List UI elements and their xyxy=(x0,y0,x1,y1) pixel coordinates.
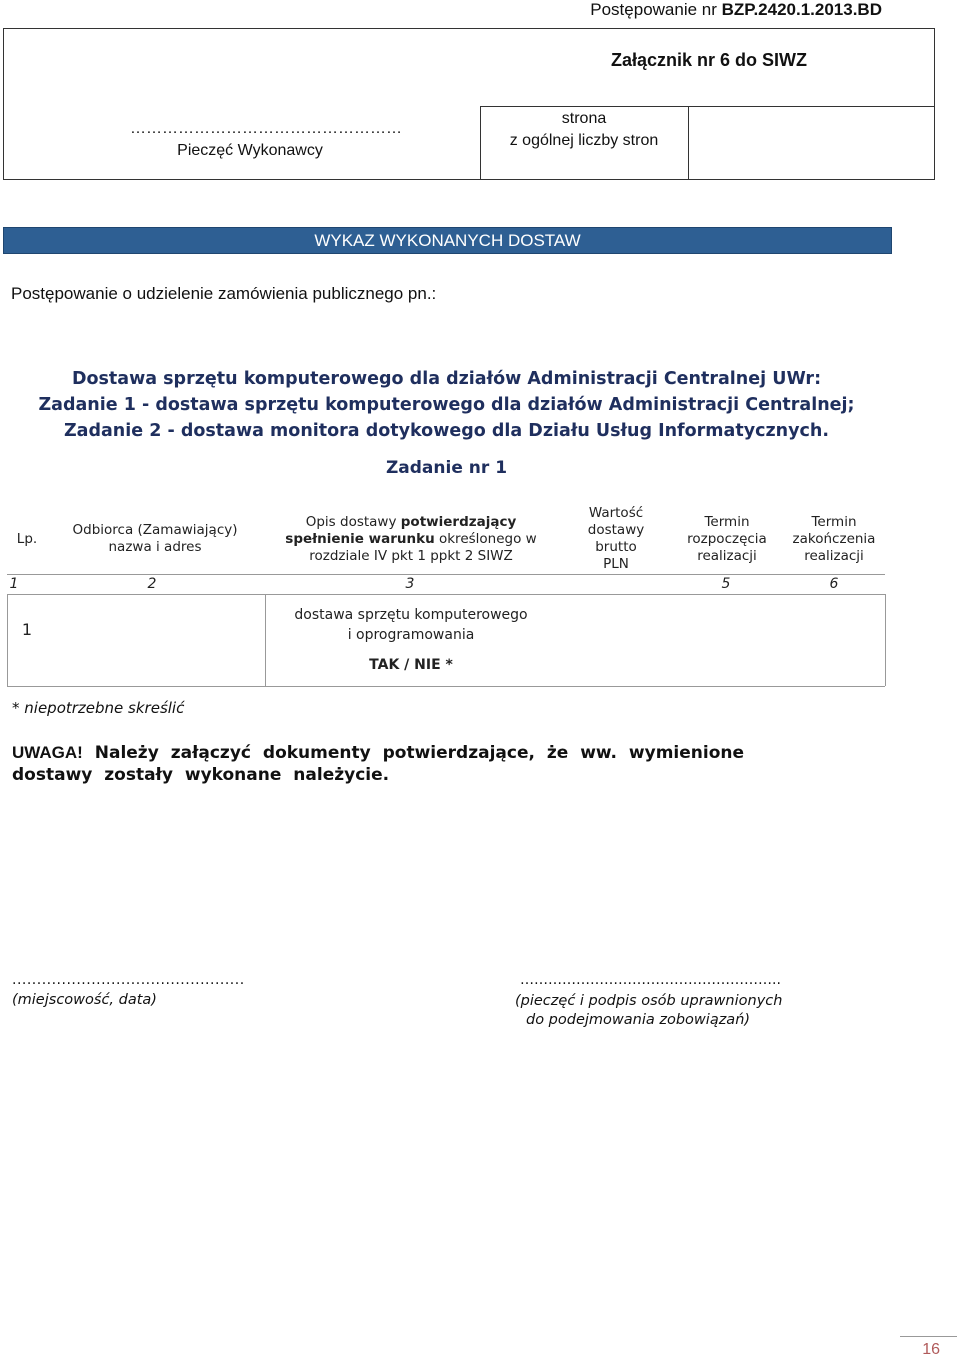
signature-label xyxy=(515,992,782,1030)
page-of-label: z ogólnej liczby stron xyxy=(509,132,659,149)
header-end-l2: zakończenia xyxy=(792,530,876,547)
desc-plain-2: określonego w xyxy=(438,530,537,547)
place-date-dots: ............................................... xyxy=(12,972,245,988)
header-value xyxy=(569,504,663,574)
page-number-rule xyxy=(900,1336,957,1337)
header-value-l1: Wartość xyxy=(588,505,644,521)
header-start-l1: Termin xyxy=(704,513,750,530)
header-end-l1: Termin xyxy=(811,513,857,530)
row-yes-no: TAK / NIE * xyxy=(369,656,453,673)
signature-label-l2: do podejmowania zobowiązań) xyxy=(526,1012,751,1028)
header-recipient-l1: Odbiorca (Zamawiający) xyxy=(72,522,238,538)
intro-text: Postępowanie o udzielenie zamówienia publicznego pn.: xyxy=(11,284,437,303)
warning-text: Należy załączyć dokumenty potwierdzające, że ww. wymienione dostawy zostały wykonane należycie. xyxy=(12,743,745,785)
header-end-date xyxy=(783,504,885,574)
column-number: 2 xyxy=(147,575,157,592)
header-recipient-l2: nazwa i adres xyxy=(108,539,202,555)
row-lp: 1 xyxy=(21,619,33,639)
header-value-l2: dostawy xyxy=(587,522,645,538)
page-count-labels xyxy=(480,108,688,152)
table-line xyxy=(7,574,885,575)
warning-label: UWAGA! xyxy=(12,743,83,762)
column-number: 3 xyxy=(405,575,415,592)
subject-line-2: Zadanie 1 - dostawa sprzętu komputerowego dla działów Administracji Centralnej; xyxy=(38,395,855,415)
header-start-l2: rozpoczęcia xyxy=(687,530,767,547)
header-description-l2 xyxy=(285,531,536,548)
procurement-subject xyxy=(0,366,893,444)
footnote: * niepotrzebne skreślić xyxy=(12,699,185,717)
page-label: strona xyxy=(561,110,607,127)
task-heading: Zadanie nr 1 xyxy=(385,458,508,478)
subject-line-1: Dostawa sprzętu komputerowego dla działów Administracji Centralnej UWr: xyxy=(71,369,822,389)
header-recipient xyxy=(55,504,255,574)
place-date-label: (miejscowość, data) xyxy=(12,992,157,1008)
header-end-l3: realizacji xyxy=(804,547,864,564)
signature-dots: ……………………………………………….. xyxy=(520,972,781,988)
subject-line-3: Zadanie 2 - dostawa monitora dotykowego dla Działu Usług Informatycznych. xyxy=(63,421,830,441)
signature-label-l1: (pieczęć i podpis osób uprawnionych xyxy=(515,993,783,1009)
table-line xyxy=(7,594,885,595)
column-number: 1 xyxy=(9,575,19,592)
table-line xyxy=(7,686,885,687)
column-number: 6 xyxy=(829,575,839,592)
header-description-l3: rozdziale IV pkt 1 ppkt 2 SIWZ xyxy=(309,547,513,564)
proceeding-prefix: Postępowanie nr xyxy=(590,0,717,19)
header-lp: Lp. xyxy=(16,530,38,547)
deliveries-table xyxy=(7,504,885,687)
attachment-title: Załącznik nr 6 do SIWZ xyxy=(610,50,808,70)
header-start-date xyxy=(675,504,779,574)
table-line xyxy=(7,594,8,686)
stamp-label: Pieczęć Wykonawcy xyxy=(177,142,323,159)
desc-plain-1: Opis dostawy xyxy=(305,513,397,530)
section-banner: WYKAZ WYKONANYCH DOSTAW xyxy=(3,227,892,254)
page-count-divider xyxy=(688,106,689,180)
proceeding-number-line xyxy=(590,0,882,20)
header-description-l1 xyxy=(306,514,517,531)
stamp-dots: …………………………………………… xyxy=(130,120,402,137)
table-line xyxy=(265,594,266,686)
row-description-l2: i oprogramowania xyxy=(347,627,475,643)
column-number: 5 xyxy=(721,575,731,592)
row-description-l1: dostawa sprzętu komputerowego xyxy=(294,607,528,623)
header-value-l4: PLN xyxy=(603,556,629,572)
desc-bold-1: potwierdzający xyxy=(400,513,517,530)
warning-note xyxy=(12,742,832,786)
header-value-l3: brutto xyxy=(595,539,637,555)
table-line xyxy=(885,594,886,686)
proceeding-number: BZP.2420.1.2013.BD xyxy=(721,0,882,19)
desc-bold-2: spełnienie warunku xyxy=(285,530,435,547)
header-description xyxy=(269,504,553,574)
contractor-stamp xyxy=(130,118,402,162)
header-start-l3: realizacji xyxy=(697,547,757,564)
row-description xyxy=(269,604,553,646)
page-number: 16 xyxy=(922,1341,940,1358)
